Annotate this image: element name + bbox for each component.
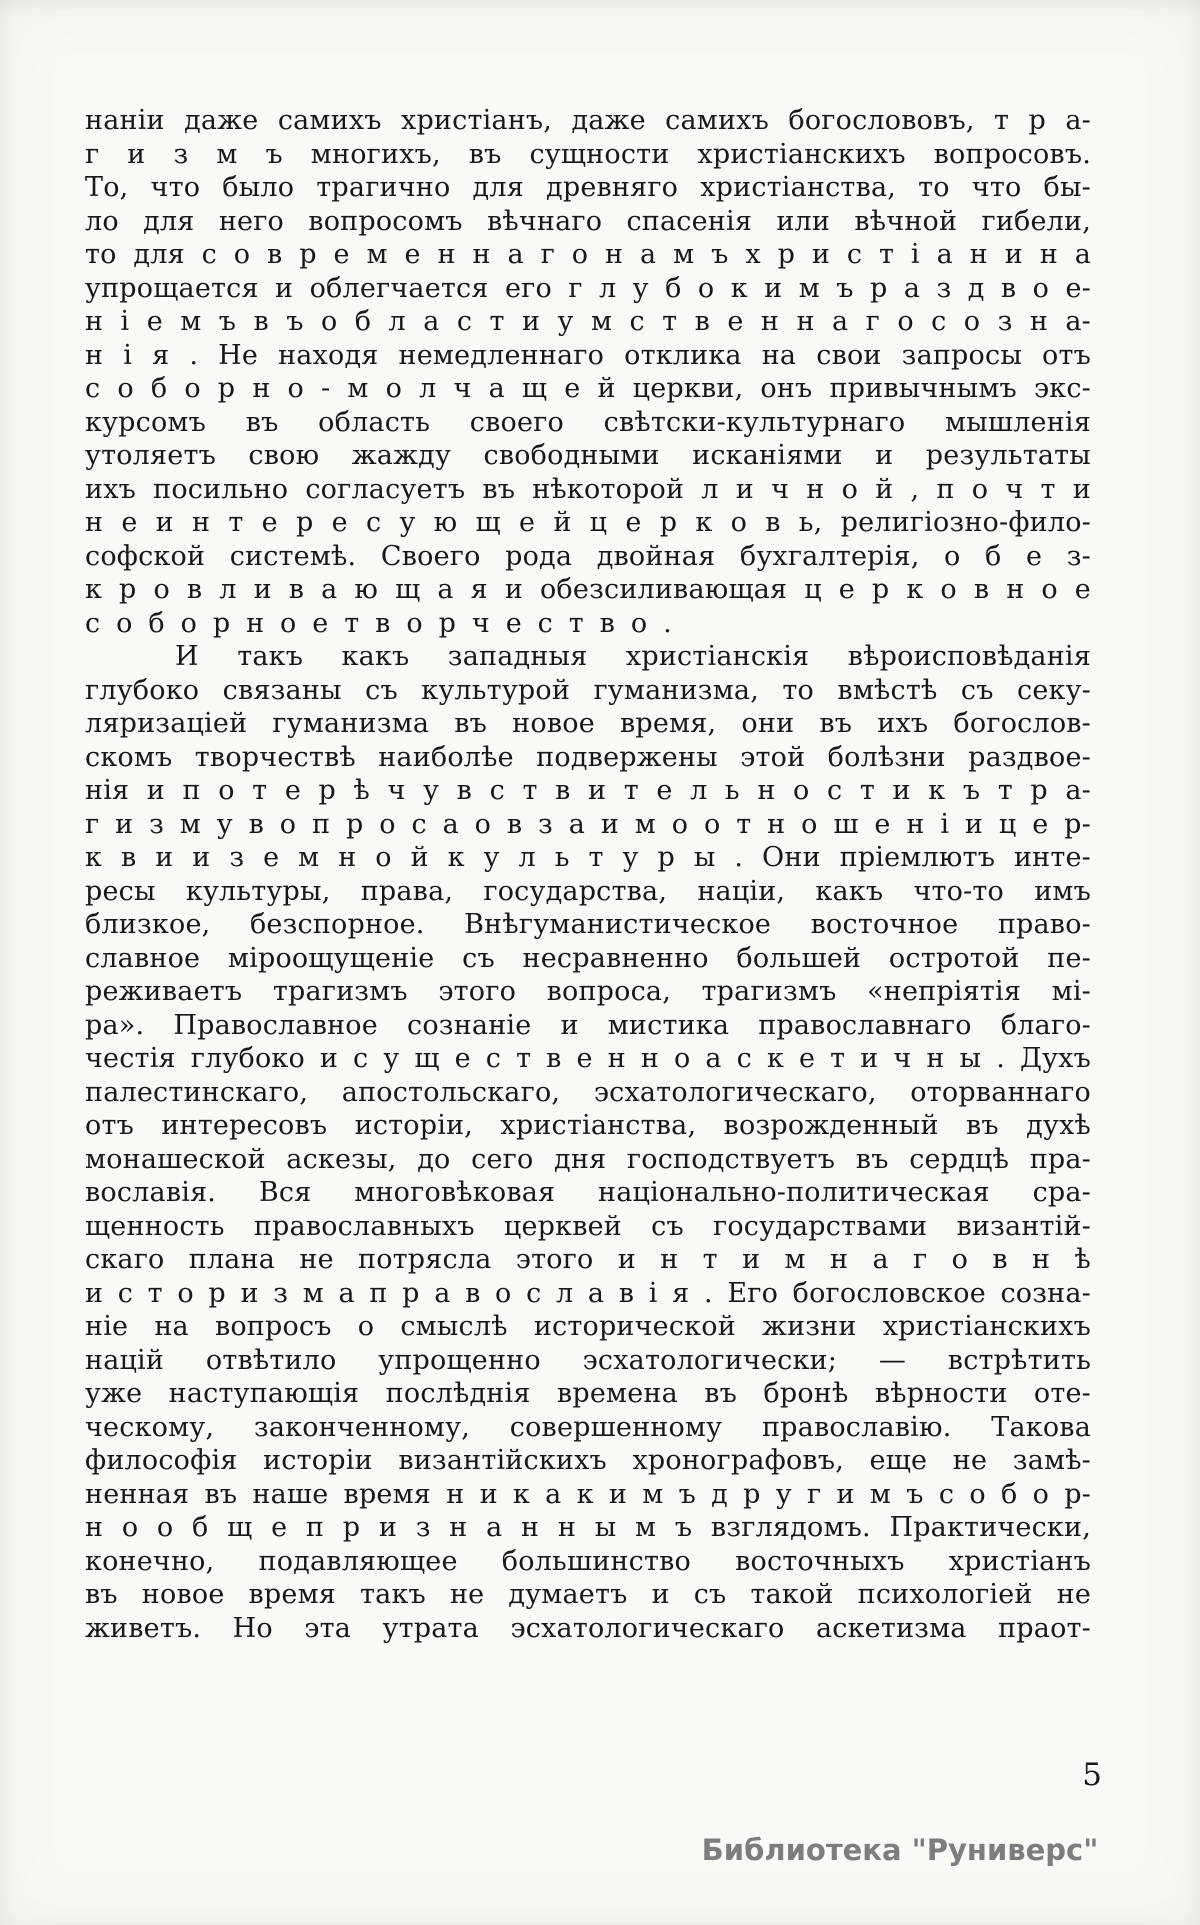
text-line: монашеской аскезы, до сего дня господствуетъ въ сердцѣ пра- xyxy=(85,1143,1091,1175)
text-line: н о о б щ е п р и з н а н н ы м ъ взглядомъ. Практически, xyxy=(85,1512,1091,1543)
text-line: нія и п о т е р ѣ ч у в с т в и т е л ь н о с т и к ъ т р а- xyxy=(85,775,1091,806)
text-line: вославія. Вся многовѣковая національно-политическая сра- xyxy=(85,1177,1091,1208)
text-line: софской системѣ. Своего рода двойная бухгалтерія, о б е з- xyxy=(85,540,1091,572)
text-line: націй отвѣтило упрощенно эсхатологически; — встрѣтить xyxy=(85,1344,1091,1376)
text-line: г и з м у в о п р о с а о в з а и м о о т н о ш е н і и ц е р- xyxy=(85,808,1091,840)
text-line: с о б о р н о е т в о р ч е с т в о . xyxy=(85,607,672,639)
text-line: с о б о р н о - м о л ч а щ е й церкви, онъ привычнымъ экс- xyxy=(85,373,1091,404)
text-line: н і е м ъ в ъ о б л а с т и у м с т в е н н а г о с о з н а- xyxy=(85,306,1091,337)
text-line: н і я . Не находя немедленнаго отклика на свои запросы отъ xyxy=(85,339,1091,371)
text-line: ляризаціей гуманизма въ новое время, они въ ихъ богослов- xyxy=(85,708,1091,739)
text-line: и с т о р и з м а п р а в о с л а в і я . Его богословское созна- xyxy=(85,1277,1091,1309)
text-line: честія глубоко и с у щ е с т в е н н о а с к е т и ч н ы . Духъ xyxy=(85,1043,1091,1074)
text-line: ресы культуры, права, государства, націи, какъ что-то имъ xyxy=(85,875,1091,907)
text-line: философія исторіи византійскихъ хронографовъ, еще не замѣ- xyxy=(85,1445,1091,1476)
text-line: к в и и з е м н о й к у л ь т у р ы . Они пріемлютъ инте- xyxy=(85,842,1091,873)
text-line: въ новое время такъ не думаетъ и съ такой психологіей не xyxy=(85,1579,1091,1610)
text-line: упрощается и облегчается его г л у б о к и м ъ р а з д в о е- xyxy=(85,272,1091,304)
text-line: скомъ творчествѣ наиболѣе подвержены этой болѣзни раздвое- xyxy=(85,741,1091,773)
text-line: г и з м ъ многихъ, въ сущности христіанскихъ вопросовъ. xyxy=(85,138,1091,170)
text-block xyxy=(85,104,1091,1645)
text-line: И такъ какъ западныя христіанскія вѣроисповѣданія xyxy=(175,641,1091,672)
text-line: щенность православныхъ церквей съ государствами византій- xyxy=(85,1210,1091,1242)
text-line: к р о в л и в а ю щ а я и обезсиливающая ц е р к о в н о е xyxy=(85,574,1091,605)
text-line: глубоко связаны съ культурой гуманизма, то вмѣстѣ съ секу- xyxy=(85,674,1091,706)
text-line: палестинскаго, апостольскаго, эсхатологическаго, оторваннаго xyxy=(85,1076,1091,1108)
text-line: То, что было трагично для древняго христіанства, то что бы- xyxy=(85,172,1091,203)
text-line: утоляетъ свою жажду свободными исканіями и результаты xyxy=(85,440,1091,471)
text-line: близкое, безспорное. Внѣгуманистическое восточное право- xyxy=(85,909,1091,940)
text-line: реживаетъ трагизмъ этого вопроса, трагизмъ «непріятія мі- xyxy=(85,976,1091,1007)
text-line: ніе на вопросъ о смыслѣ исторической жизни христіанскихъ xyxy=(85,1311,1091,1342)
text-line: ненная въ наше время н и к а к и м ъ д р у г и м ъ с о б о р- xyxy=(85,1478,1091,1510)
text-line: славное міроощущеніе съ несравненно большей остротой пе- xyxy=(85,942,1091,974)
watermark: Библиотека "Руниверс" xyxy=(701,1833,1099,1867)
text-line: н е и н т е р е с у ю щ е й ц е р к о в ь, религіозно-фило- xyxy=(85,507,1091,538)
text-line: конечно, подавляющее большинство восточныхъ христіанъ xyxy=(85,1545,1091,1577)
text-line: ихъ посильно согласуетъ въ нѣкоторой л и ч н о й , п о ч т и xyxy=(85,473,1091,505)
page-number: 5 xyxy=(1082,1757,1102,1793)
text-line: ческому, законченному, совершенному православію. Такова xyxy=(85,1411,1091,1443)
text-line: скаго плана не потрясла этого и н т и м н а г о в н ѣ xyxy=(85,1244,1091,1275)
text-line: отъ интересовъ исторіи, христіанства, возрожденный въ духѣ xyxy=(85,1110,1091,1141)
text-line: наніи даже самихъ христіанъ, даже самихъ богослововъ, т р а- xyxy=(85,105,1091,136)
text-line: уже наступающія послѣднія времена въ бронѣ вѣрности оте- xyxy=(85,1378,1091,1409)
text-line: ра». Православное сознаніе и мистика православнаго благо- xyxy=(85,1009,1091,1041)
text-line: то для с о в р е м е н н а г о н а м ъ х р и с т і а н и н а xyxy=(85,239,1091,270)
text-line: ло для него вопросомъ вѣчнаго спасенія или вѣчной гибели, xyxy=(85,205,1091,237)
text-line: живетъ. Но эта утрата эсхатологическаго аскетизма праот- xyxy=(85,1612,1091,1644)
text-line: курсомъ въ область своего свѣтски-культурнаго мышленія xyxy=(85,406,1091,438)
